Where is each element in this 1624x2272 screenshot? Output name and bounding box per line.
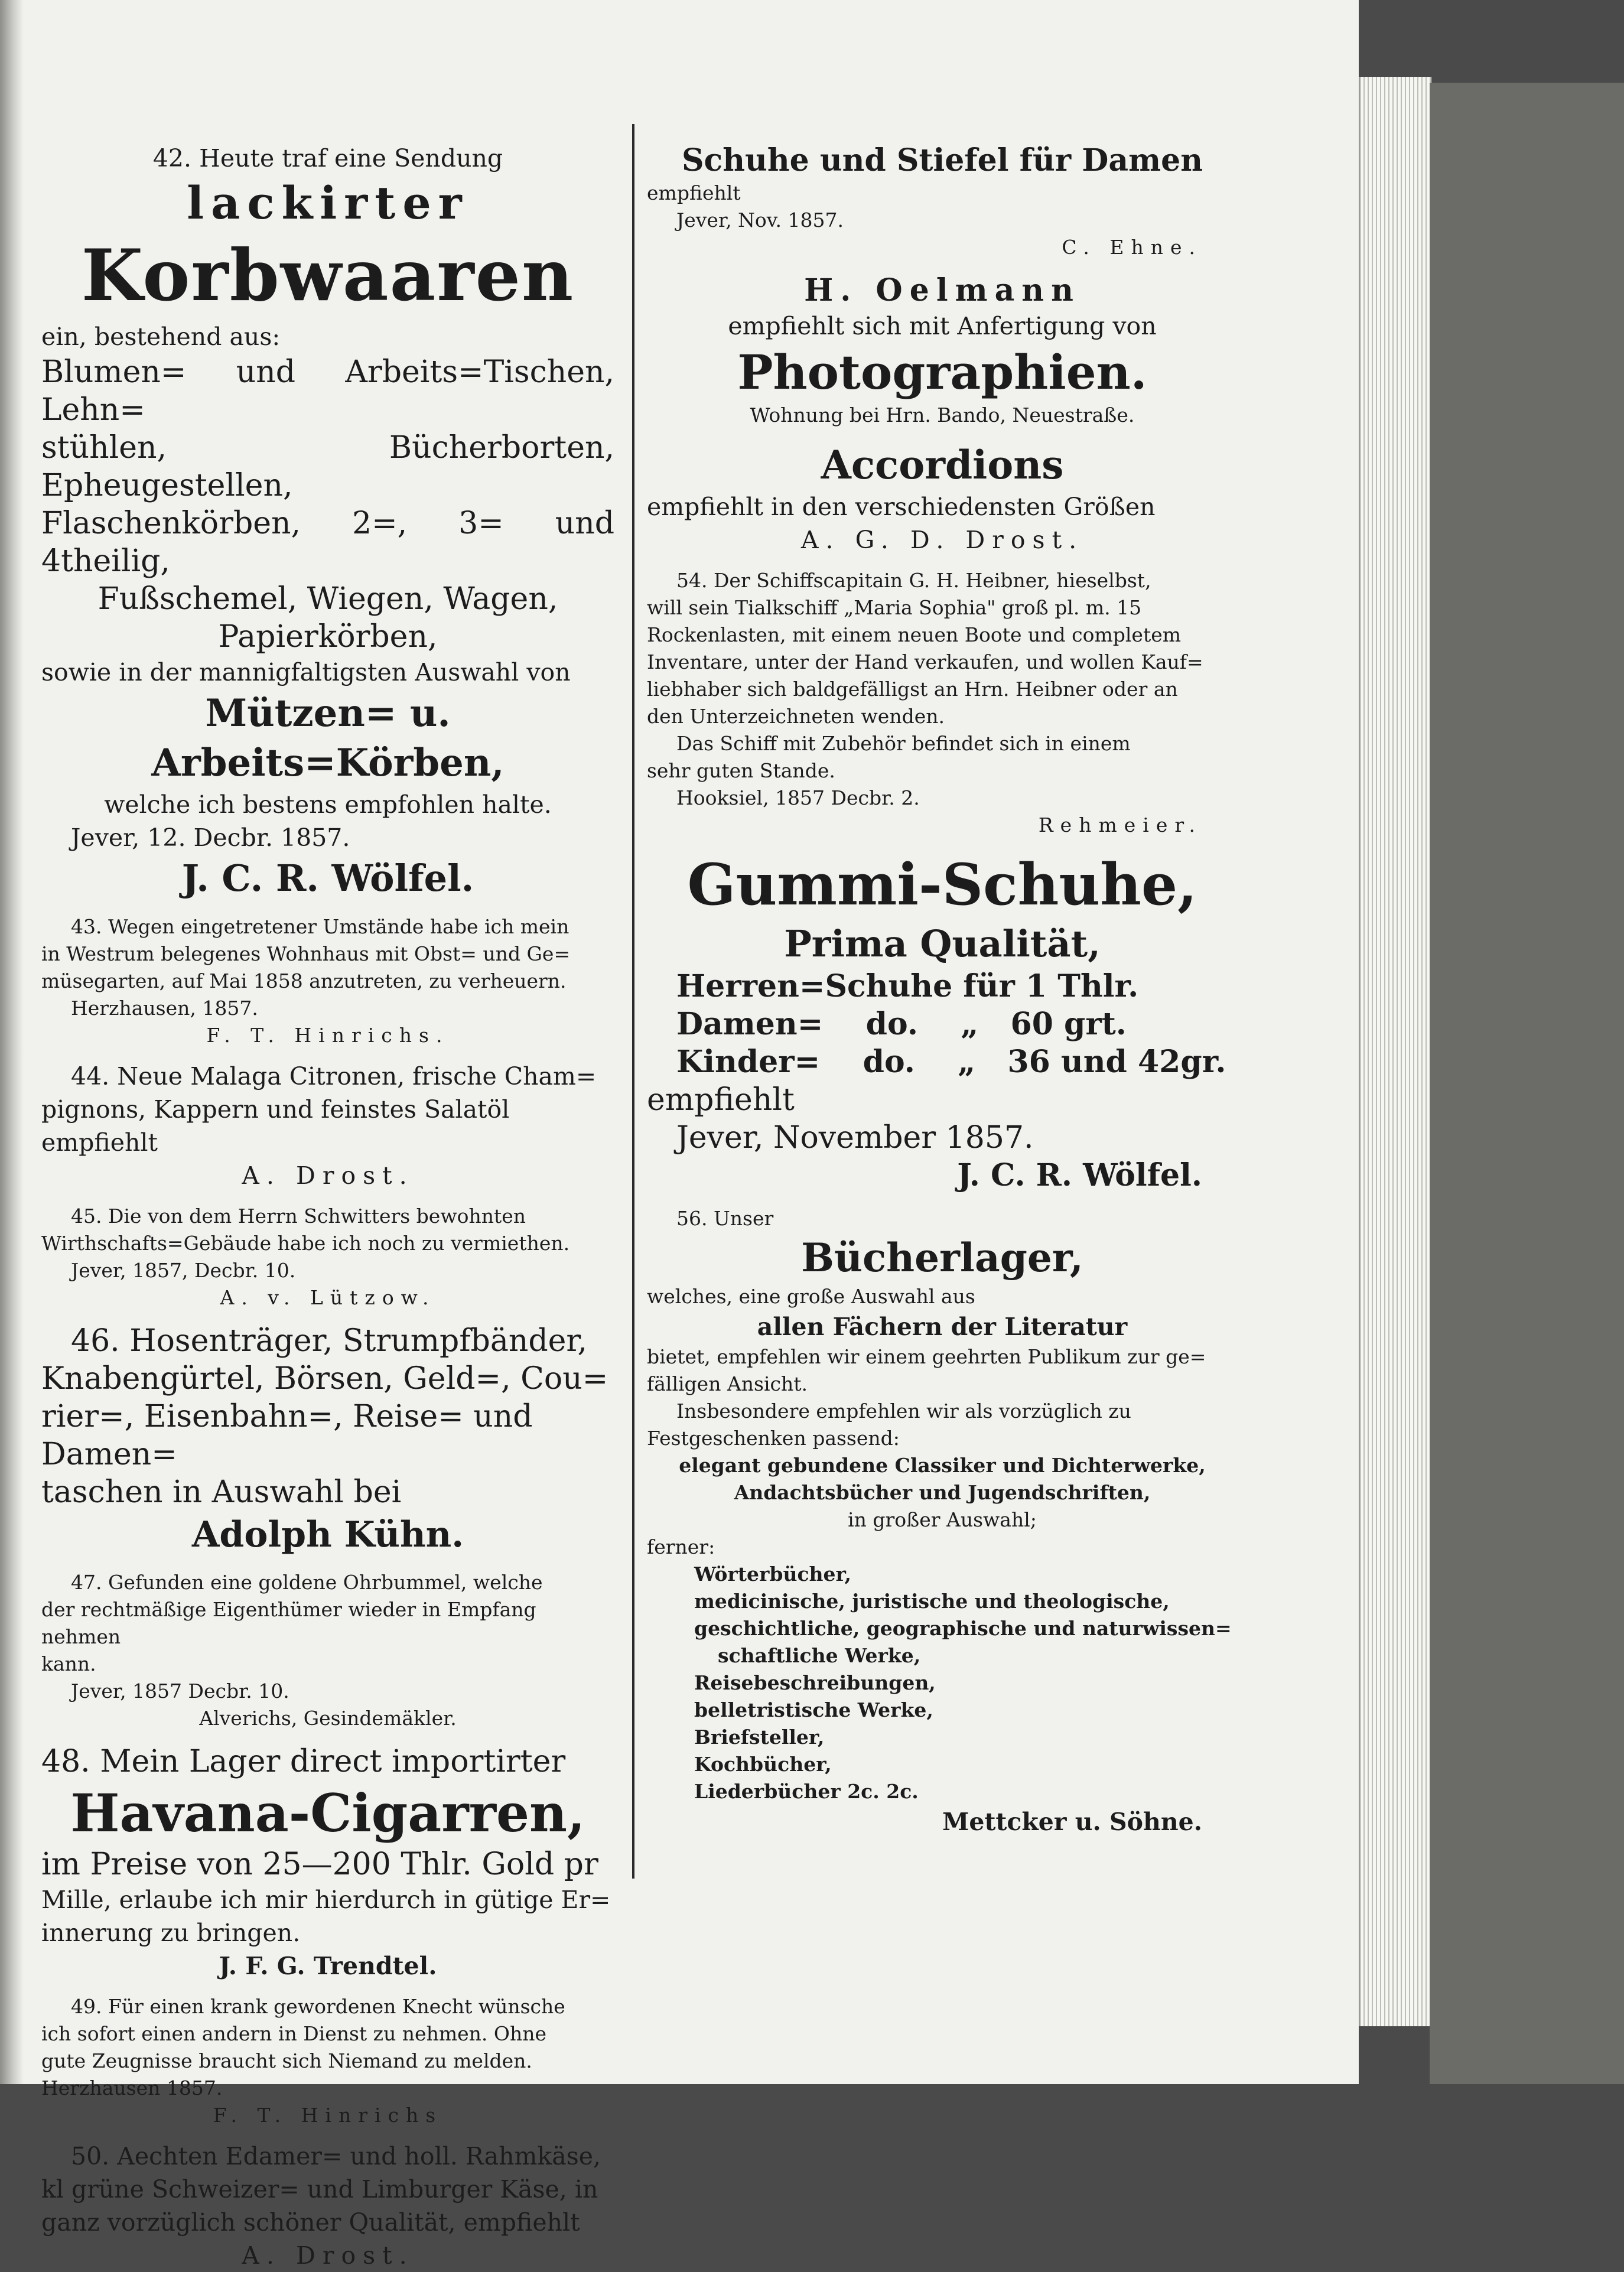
- ad-42-line: sowie in der mannigfaltigsten Auswahl von: [41, 658, 571, 686]
- ad-56-list-item: Briefsteller,: [694, 1726, 825, 1749]
- ad-43-line: 43. Wegen eingetretener Umstände habe ich mein: [71, 915, 569, 938]
- ad-47: [41, 1569, 614, 1732]
- ad-48-line: im Preise von 25—200 Thlr. Gold pr: [41, 1847, 598, 1882]
- ad-56-list-item: Kochbücher,: [694, 1753, 832, 1776]
- ad-photographer-name: H. Oelmann: [804, 272, 1081, 308]
- ad-43-line: Herzhausen, 1857.: [71, 997, 258, 1020]
- ad-42-line: Fußschemel, Wiegen, Wagen,: [97, 581, 558, 617]
- ad-56-signature: Mettcker u. Söhne.: [942, 1808, 1202, 1836]
- ad-56-line: Festgeschenken passend:: [647, 1427, 900, 1450]
- ad-45-line: Wirthschafts=Gebäude habe ich noch zu vermiethen.: [41, 1232, 570, 1255]
- left-column: [41, 142, 614, 2270]
- page-edges: [1359, 77, 1431, 2026]
- ad-56-list-item: Liederbücher 2c. 2c.: [694, 1780, 919, 1803]
- ad-54: [647, 567, 1238, 839]
- ad-54-line: will sein Tialkschiff „Maria Sophia" groß pl. m. 15: [647, 596, 1142, 619]
- ad-54-line: 54. Der Schiffscapitain G. H. Heibner, hieselbst,: [676, 569, 1151, 592]
- ad-photographer-address: Wohnung bei Hrn. Bando, Neuestraße.: [750, 403, 1135, 427]
- ad-56-line: in großer Auswahl;: [848, 1508, 1037, 1531]
- ad-56-list-item: medicinische, juristische und theologische,: [694, 1590, 1170, 1613]
- ad-42-line: welche ich bestens empfohlen halte.: [104, 790, 552, 819]
- ad-49-line: Herzhausen 1857.: [41, 2076, 223, 2100]
- ad-54-line: liebhaber sich baldgefälligst an Hrn. Heibner oder an: [647, 678, 1178, 701]
- ad-56-list-item: Wörterbücher,: [694, 1563, 852, 1586]
- ad-42-heading-small: lackirter: [187, 177, 469, 229]
- ad-45: [41, 1203, 614, 1311]
- ad-49: [41, 1993, 614, 2129]
- ad-rubber-shoes-line: empfiehlt: [647, 1082, 795, 1118]
- ad-46-signature: Adolph Kühn.: [191, 1514, 464, 1555]
- ad-54-signature: Rehmeier.: [1038, 813, 1202, 836]
- ad-50-signature: A. Drost.: [242, 2241, 414, 2270]
- ad-42-line: Blumen= und Arbeits=Tischen, Lehn=: [41, 354, 614, 428]
- ad-50-line: 50. Aechten Edamer= und holl. Rahmkäse,: [71, 2142, 601, 2170]
- ad-rubber-shoes-signature: J. C. R. Wölfel.: [957, 1157, 1202, 1193]
- ad-48-heading: Havana-Cigarren,: [70, 1782, 585, 1844]
- ad-56-list-item: geschichtliche, geographische und naturwissen=: [694, 1617, 1232, 1640]
- ad-54-line: sehr guten Stande.: [647, 759, 835, 782]
- ad-43-line: müsegarten, auf Mai 1858 anzutreten, zu verheuern.: [41, 969, 567, 992]
- ad-48: [41, 1743, 614, 1983]
- ad-rubber-shoes-price-row: Damen= do. „ 60 grt.: [676, 1006, 1127, 1042]
- ad-42-line: Papierkörben,: [218, 619, 438, 655]
- ad-42-date: Jever, 12. Decbr. 1857.: [71, 823, 350, 852]
- ad-54-line: den Unterzeichneten wenden.: [647, 705, 945, 728]
- ad-accordions-line: empfiehlt in den verschiedensten Größen: [647, 493, 1156, 521]
- ad-rubber-shoes-price-row: Kinder= do. „ 36 und 42gr.: [676, 1044, 1226, 1080]
- ad-47-line: der rechtmäßige Eigenthümer wieder in Empfang nehmen: [41, 1598, 536, 1648]
- ad-photographer: [647, 272, 1238, 429]
- ad-43-signature: F. T. Hinrichs.: [206, 1024, 450, 1047]
- ad-46-line: Knabengürtel, Börsen, Geld=, Cou=: [41, 1361, 608, 1397]
- ad-photographer-heading: Photographien.: [737, 344, 1147, 400]
- ad-45-line: Jever, 1857, Decbr. 10.: [71, 1259, 296, 1282]
- ad-44-line: 44. Neue Malaga Citronen, frische Cham=: [71, 1062, 597, 1091]
- ad-accordions-signature: A. G. D. Drost.: [800, 526, 1084, 554]
- ad-48-signature: J. F. G. Trendtel.: [219, 1952, 437, 1980]
- ad-56-line: elegant gebundene Classiker und Dichterwerke,: [679, 1454, 1206, 1477]
- ad-42-intro: 42. Heute traf eine Sendung: [152, 144, 503, 172]
- ad-54-date: Hooksiel, 1857 Decbr. 2.: [676, 786, 920, 809]
- ad-accordions-heading: Accordions: [821, 442, 1064, 488]
- ad-ladies-shoes-heading: Schuhe und Stiefel für Damen: [682, 142, 1203, 178]
- ad-42-subheading: Mützen= u. Arbeits=Körben,: [151, 691, 505, 785]
- ad-ladies-shoes-date: Jever, Nov. 1857.: [676, 209, 844, 232]
- ad-48-line: 48. Mein Lager direct importirter: [41, 1744, 566, 1779]
- column-rule: [632, 124, 634, 1879]
- ad-50-line: kl grüne Schweizer= und Limburger Käse, in: [41, 2175, 598, 2203]
- right-column: [647, 142, 1238, 1884]
- ad-ladies-shoes-signature: C. Ehne.: [1062, 236, 1202, 259]
- ad-56: [647, 1205, 1238, 1838]
- ad-44: [41, 1060, 614, 1192]
- ad-46-line: taschen in Auswahl bei: [41, 1474, 402, 1510]
- ad-42-line: ein, bestehend aus:: [41, 323, 281, 351]
- ad-rubber-shoes-heading: Gummi-Schuhe,: [687, 851, 1197, 918]
- ad-48-line: Mille, erlaube ich mir hierdurch in gütige Er=: [41, 1886, 611, 1914]
- ad-45-signature: A. v. Lützow.: [220, 1286, 436, 1309]
- ad-56-line: fälligen Ansicht.: [647, 1372, 808, 1395]
- ad-56-list-item: Reisebeschreibungen,: [694, 1671, 936, 1694]
- ad-49-signature: F. T. Hinrichs: [213, 2104, 443, 2127]
- book-cover: [1430, 83, 1624, 2084]
- ad-42-line: Flaschenkörben, 2=, 3= und 4theilig,: [41, 506, 614, 579]
- ad-42-line: stühlen, Bücherborten, Epheugestellen,: [41, 430, 614, 503]
- ad-rubber-shoes-subheading: Prima Qualität,: [784, 922, 1101, 965]
- ad-56-line: Insbesondere empfehlen wir als vorzüglich zu: [676, 1399, 1131, 1423]
- ad-42-heading: Korbwaaren: [81, 234, 575, 317]
- ad-49-line: ich sofort einen andern in Dienst zu nehmen. Ohne: [41, 2022, 546, 2045]
- ad-42: [41, 142, 614, 903]
- ad-rubber-shoes: [647, 849, 1238, 1194]
- ad-54-line: Rockenlasten, mit einem neuen Boote und completem: [647, 623, 1182, 646]
- ad-43: [41, 913, 614, 1049]
- ad-56-list-item: schaftliche Werke,: [718, 1644, 921, 1667]
- ad-48-line: innerung zu bringen.: [41, 1919, 301, 1947]
- ad-46-line: 46. Hosenträger, Strumpfbänder,: [71, 1323, 588, 1359]
- ad-54-line: Inventare, unter der Hand verkaufen, und wollen Kauf=: [647, 650, 1203, 673]
- ad-56-line: bietet, empfehlen wir einem geehrten Publikum zur ge=: [647, 1345, 1206, 1368]
- ad-50-line: ganz vorzüglich schöner Qualität, empfiehlt: [41, 2208, 580, 2237]
- ad-56-line: ferner:: [647, 1535, 715, 1558]
- ad-accordions: [647, 440, 1238, 556]
- ad-56-line: welches, eine große Auswahl aus: [647, 1285, 975, 1308]
- ad-43-line: in Westrum belegenes Wohnhaus mit Obst= und Ge=: [41, 942, 571, 965]
- ad-49-line: 49. Für einen krank gewordenen Knecht wünsche: [71, 1995, 565, 2018]
- ad-56-heading: Bücherlager,: [801, 1235, 1083, 1281]
- ad-44-line: pignons, Kappern und feinstes Salatöl empfiehlt: [41, 1095, 510, 1157]
- ad-rubber-shoes-price-row: Herren=Schuhe für 1 Thlr.: [676, 968, 1139, 1004]
- ad-49-line: gute Zeugnisse braucht sich Niemand zu melden.: [41, 2049, 532, 2072]
- ad-photographer-line: empfiehlt sich mit Anfertigung von: [728, 312, 1157, 340]
- binding-gutter: [0, 0, 24, 2084]
- ad-47-line: 47. Gefunden eine goldene Ohrbummel, welche: [71, 1571, 543, 1594]
- ad-50: [41, 2140, 614, 2272]
- ad-47-line: Jever, 1857 Decbr. 10.: [71, 1679, 289, 1703]
- ad-47-signature: Alverichs, Gesindemäkler.: [199, 1707, 457, 1730]
- ad-56-line: 56. Unser: [676, 1207, 774, 1230]
- ad-ladies-shoes-line: empfiehlt: [647, 181, 741, 204]
- ad-42-signature: J. C. R. Wölfel.: [181, 857, 474, 900]
- ad-44-signature: A. Drost.: [242, 1161, 414, 1190]
- ad-47-line: kann.: [41, 1652, 96, 1675]
- ad-45-line: 45. Die von dem Herrn Schwitters bewohnten: [71, 1205, 526, 1228]
- ad-56-line: Andachtsbücher und Jugendschriften,: [734, 1481, 1151, 1504]
- ad-54-line: Das Schiff mit Zubehör befindet sich in einem: [676, 732, 1131, 755]
- ad-46: [41, 1322, 614, 1558]
- ad-56-list-item: belletristische Werke,: [694, 1698, 933, 1721]
- ad-ladies-shoes: [647, 142, 1238, 261]
- ad-46-line: rier=, Eisenbahn=, Reise= und Damen=: [41, 1399, 533, 1472]
- ad-rubber-shoes-date: Jever, November 1857.: [676, 1120, 1034, 1155]
- ad-56-subheading: allen Fächern der Literatur: [757, 1313, 1128, 1341]
